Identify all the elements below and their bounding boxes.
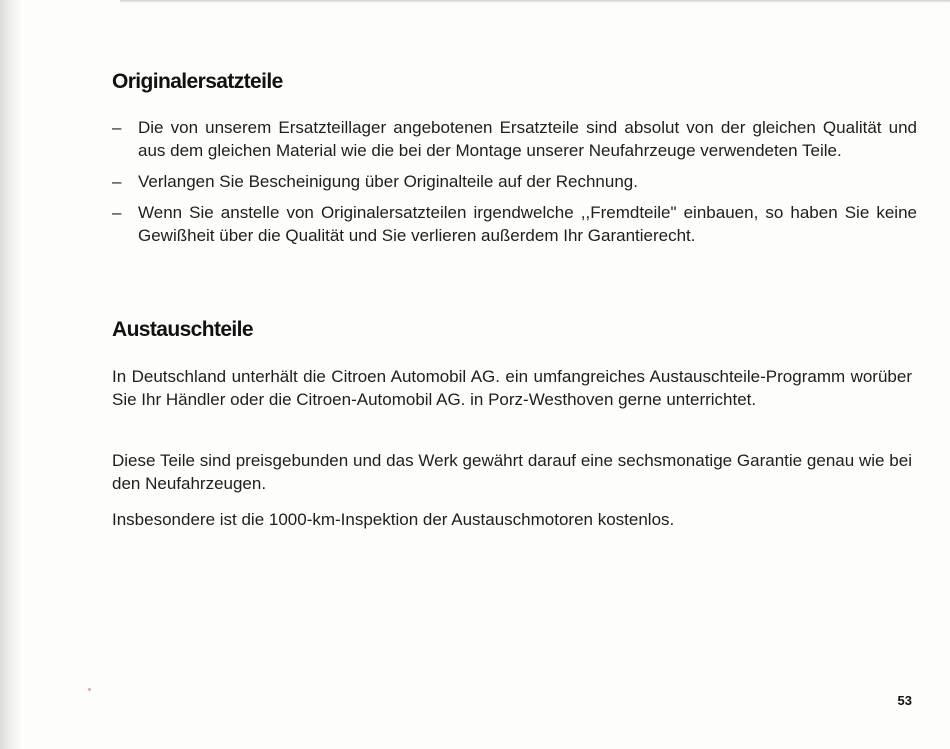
list-item-text: Die von unserem Ersatzteillager angebotenen Ersatzteile sind absolut von der gleichen Qualität und aus dem gleichen Material wie die bei der Montage unserer Neufahrzeuge verwendeten Teile. xyxy=(138,118,917,160)
paragraph: Diese Teile sind preisgebunden und das Werk gewährt darauf eine sechsmonatige Garantie genau wie bei den Neufahrzeugen. xyxy=(112,451,912,493)
paragraph: Insbesondere ist die 1000-km-Inspektion der Austauschmotoren kostenlos. xyxy=(112,510,675,529)
list-item xyxy=(112,201,917,247)
list-item-text: Verlangen Sie Bescheinigung über Originalteile auf der Rechnung. xyxy=(138,172,638,191)
section-heading-originalersatzteile: Originalersatzteile xyxy=(112,70,283,93)
page-number: 53 xyxy=(897,693,912,708)
dash-marker: – xyxy=(112,203,122,222)
list-item xyxy=(112,116,917,162)
dash-marker: – xyxy=(112,118,122,137)
list-item-text: Wenn Sie anstelle von Originalersatzteilen irgendwelche ,,Fremdteile" einbauen, so haben Sie keine Gewißheit über die Qualität und Sie verlieren außerdem Ihr Garantierecht. xyxy=(138,203,917,245)
bullet-list xyxy=(112,116,917,255)
list-item xyxy=(112,170,917,193)
paragraph: In Deutschland unterhält die Citroen Automobil AG. ein umfangreiches Austauschteile-Programm worüber Sie Ihr Händler oder die Citroen-Automobil AG. in Porz-Westhoven gerne unterrichtet. xyxy=(112,367,912,409)
dash-marker: – xyxy=(112,172,122,191)
section-heading-austauschteile: Austauschteile xyxy=(112,318,253,341)
ink-speck xyxy=(88,688,91,691)
page-top-edge xyxy=(120,0,950,3)
page-binding-shadow xyxy=(0,0,22,749)
